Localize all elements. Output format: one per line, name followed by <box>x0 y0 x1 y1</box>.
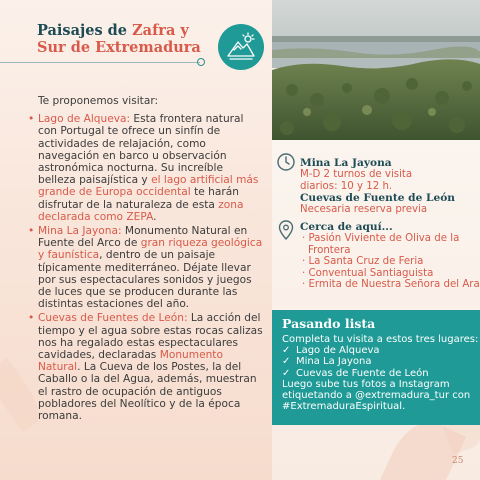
page-number: 25 <box>452 456 464 466</box>
list-item: · Pasión Viviente de Oliva de la Frontera <box>302 233 460 256</box>
clock-icon <box>276 152 296 172</box>
intro-text: Te proponemos visitar: <box>38 95 159 107</box>
list-item: · Conventual Santiaguista <box>302 267 434 279</box>
list-item: · La Santa Cruz de Feria <box>302 256 424 268</box>
header-divider <box>0 62 200 63</box>
landscape-photo <box>272 0 480 140</box>
bullet: • <box>28 225 35 238</box>
list-item: • Cuevas de Fuentes de León: La acción del tiempo y el agua sobre estas rocas calizas nos ha regalado estas espectaculares cavidades, declaradas Monumento Natural. La Cueva de los Postes, la del Caballo o la del Agua, además, muestran el rastro de ocupación de antiguos pobladores del Neolítico y de la época romana. <box>28 312 263 423</box>
list-item: ✓ Mina La Jayona <box>282 356 372 368</box>
list-item: ✓ Cuevas de Fuente de León <box>282 367 429 379</box>
checklist-box: Pasando lista Completa tu visita a estos tres lugares: ✓ Lago de Alqueva ✓ Mina La Jayona ✓ Cuevas de Fuente de León Luego sube tus fotos a Instagram etiquetando a @extremadura_tur con #ExtremaduraEspiritual. <box>272 310 480 425</box>
check-icon: ✓ <box>282 367 291 379</box>
check-icon: ✓ <box>282 345 291 357</box>
list-item: • Mina La Jayona: Monumento Natural en Fuente del Arco de gran riqueza geológica y faunística, dentro de un paisaje típicamente mediterráneo. Déjate llevar por sus espectaculares sonidos y juegos de luces que se producen durante las distintas estaciones del año. <box>28 225 263 311</box>
page-title: Paisajes de Zafra y Sur de Extremadura <box>37 22 201 56</box>
main-text <box>28 95 264 424</box>
cerca-info: Cerca de aquí... · Pasión Viviente de Oliva de la Frontera · La Santa Cruz de Feria · Conventual Santiaguista · Ermita de Nuestra Señora del Ara <box>300 221 480 291</box>
mina-info: Mina La Jayona M-D 2 turnos de visita diarios: 10 y 12 h. Cuevas de Fuente de León Necesaria reserva previa <box>300 157 455 216</box>
header-dot <box>197 58 205 66</box>
location-pin-icon <box>277 219 295 241</box>
mountain-sun-icon <box>218 24 264 70</box>
list-item: ✓ Lago de Alqueva <box>282 345 380 357</box>
bullet: • <box>28 312 35 325</box>
list-item: · Ermita de Nuestra Señora del Ara <box>302 279 480 291</box>
check-icon: ✓ <box>282 356 291 368</box>
list-item: • Lago de Alqueva: Esta frontera natural con Portugal te ofrece un sinfín de actividades de relajación, como navegación en barco u observación astronómica nocturna. Su increíble belleza paisajística y el lago artificial más grande de Europa occidental te harán disfrutar de la naturaleza de esta zona declarada como ZEPA. <box>28 113 259 223</box>
bullet: • <box>28 113 35 126</box>
